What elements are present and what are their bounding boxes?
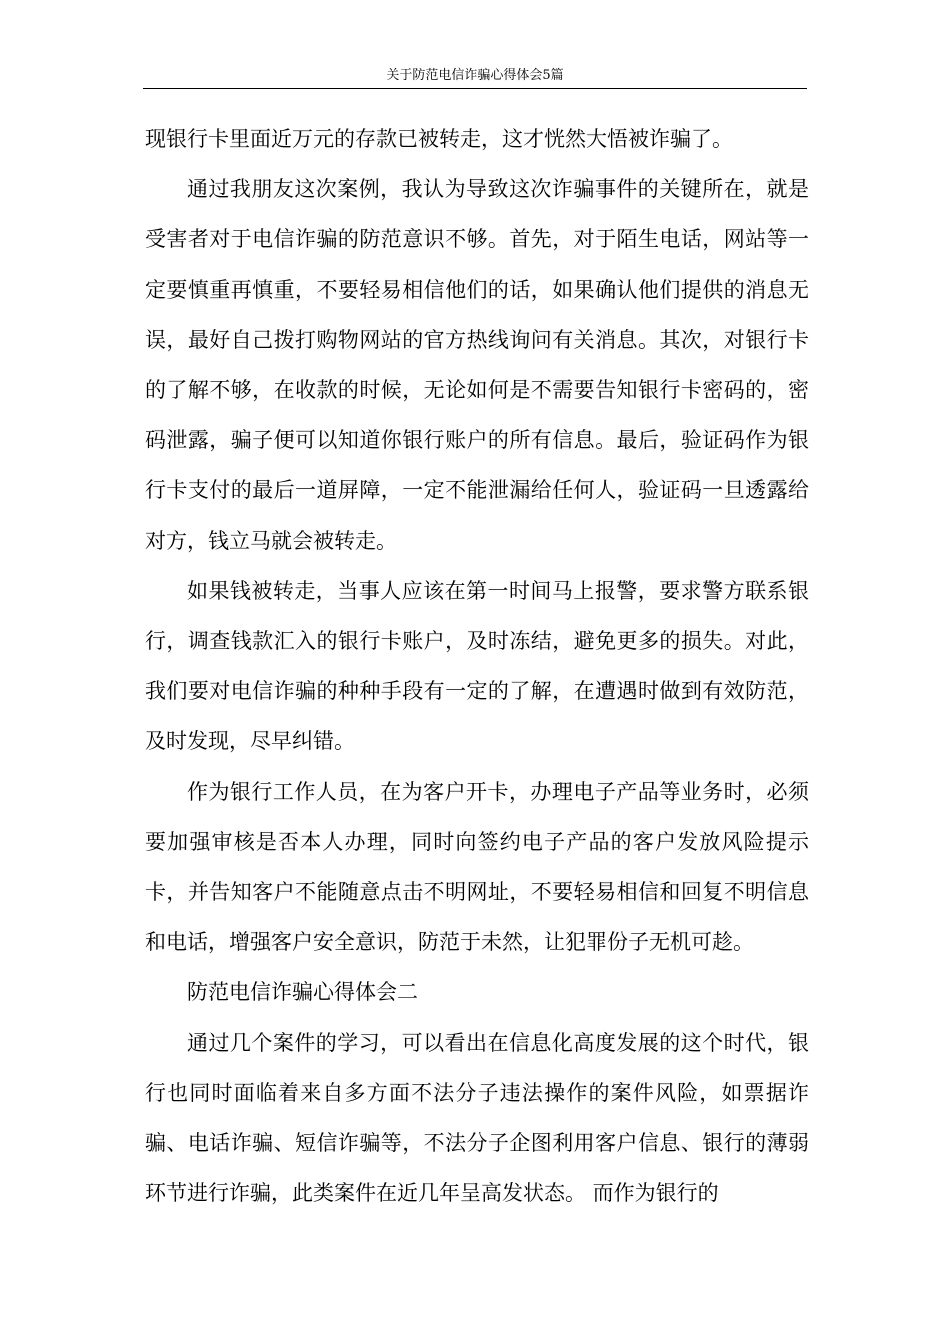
header-title: 关于防范电信诈骗心得体会5篇 [386,68,564,83]
page-header [143,66,807,89]
paragraph-continuation: 现银行卡里面近万元的存款已被转走，这才恍然大悟被诈骗了。 [145,127,733,151]
section-heading: 防范电信诈骗心得体会二 [187,980,418,1005]
paragraph: 如果钱被转走，当事人应该在第一时间马上报警，要求警方联系银行，调查钱款汇入的银行卡账户，及时冻结，避免更多的损失。对此，我们要对电信诈骗的种种手段有一定的了解，在遭遇时做到有效防范，及时发现，尽早纠错。 [145,578,809,754]
paragraph: 通过几个案件的学习，可以看出在信息化高度发展的这个时代，银行也同时面临着来自多方面不法分子违法操作的案件风险，如票据诈骗、电话诈骗、短信诈骗等，不法分子企图利用客户信息、银行的薄弱环节进行诈骗，此类案件在近几年呈高发状态。 而作为银行的 [145,1030,809,1206]
paragraph: 通过我朋友这次案例，我认为导致这次诈骗事件的关键所在，就是受害者对于电信诈骗的防范意识不够。首先，对于陌生电话，网站等一定要慎重再慎重，不要轻易相信他们的话，如果确认他们提供的消息无误，最好自己拨打购物网站的官方热线询问有关消息。其次，对银行卡的了解不够，在收款的时候，无论如何是不需要告知银行卡密码的，密码泄露，骗子便可以知道你银行账户的所有信息。最后，验证码作为银行卡支付的最后一道屏障，一定不能泄漏给任何人，验证码一旦透露给对方，钱立马就会被转走。 [145,177,809,553]
paragraph: 作为银行工作人员，在为客户开卡，办理电子产品等业务时，必须要加强审核是否本人办理，同时向签约电子产品的客户发放风险提示卡，并告知客户不能随意点击不明网址，不要轻易相信和回复不明信息和电话，增强客户安全意识，防范于未然，让犯罪份子无机可趁。 [145,779,809,955]
document-body [145,114,809,1218]
